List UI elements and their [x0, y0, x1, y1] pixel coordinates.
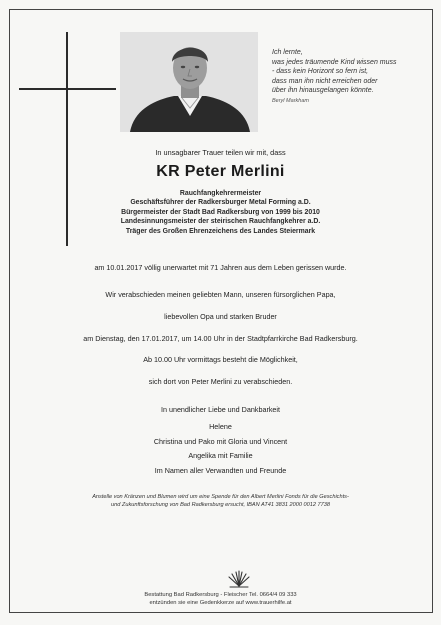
donation-line: Anstelle von Kränzen und Blumen wird um eine Spende für den Albert Merlini Fonds für die Geschichts-	[92, 494, 349, 500]
footer-line: entzünden sie eine Gedenkkerze auf www.trauerhilfe.at	[149, 600, 292, 606]
intro-text: In unsagbarer Trauer teilen wir mit, dass	[155, 148, 286, 157]
poem-author: Beryl Markham	[272, 97, 309, 104]
poem-line: dass man ihn nicht erreichen oder	[272, 77, 378, 85]
titles-block	[10, 189, 431, 236]
death-announcement: am 10.01.2017 völlig unerwartet mit 71 Jahren aus dem Leben gerissen wurde.	[94, 263, 347, 272]
viewing-info: sich dort von Peter Merlini zu verabschieden.	[148, 377, 293, 386]
title-line: Geschäftsführer der Radkersburger Metal Forming a.D.	[130, 199, 311, 207]
portrait-photo	[120, 32, 258, 132]
family-member: Im Namen aller Verwandten und Freunde	[154, 465, 287, 475]
title-line: Träger des Großen Ehrenzeichens des Landes Steiermark	[125, 227, 316, 235]
family-member: Angelika mit Familie	[188, 451, 253, 460]
fan-leaf-logo-icon	[226, 570, 252, 588]
family-member: Helene	[209, 422, 232, 431]
title-line: Landesinnungsmeister der steirischen Rauchfangkehrer a.D.	[120, 218, 321, 226]
title-line: Rauchfangkehrermeister	[179, 190, 262, 197]
funeral-details: am Dienstag, den 17.01.2017, um 14.00 Uhr in der Stadtpfarrkirche Bad Radkersburg.	[83, 334, 358, 343]
poem-line: Ich lernte,	[272, 49, 303, 56]
viewing-info: Ab 10.00 Uhr vormittags besteht die Möglichkeit,	[143, 355, 298, 364]
footer-line: Bestattung Bad Radkersburg - Fleischer Tel. 0664/4 09 333	[144, 592, 297, 598]
family-member: Christina und Pako mit Gloria und Vincent	[153, 436, 288, 446]
farewell-line: liebevollen Opa und starken Bruder	[164, 312, 277, 321]
donation-note	[10, 493, 431, 509]
donation-line: und Zukunftsforschung von Bad Radkersburg ersucht, IBAN AT41 3831 2000 0012 7738	[111, 502, 330, 509]
cross-icon-crossbar	[19, 88, 116, 90]
farewell-line: Wir verabschieden meinen geliebten Mann, unseren fürsorglichen Papa,	[105, 290, 336, 299]
poem-line: - dass kein Horizont so fern ist,	[272, 68, 369, 76]
title-line: Bürgermeister der Stadt Bad Radkersburg von 1999 bis 2010	[121, 208, 320, 216]
closing-line: In unendlicher Liebe und Dankbarkeit	[160, 405, 281, 414]
family-list	[10, 420, 431, 478]
poem-quote	[272, 48, 432, 107]
poem-line: was jedes träumende Kind wissen muss	[272, 58, 397, 66]
poem-line: über ihn hinausgelangen könnte.	[272, 87, 374, 95]
funeral-home-footer	[10, 591, 431, 607]
deceased-name: KR Peter Merlini	[156, 163, 285, 180]
